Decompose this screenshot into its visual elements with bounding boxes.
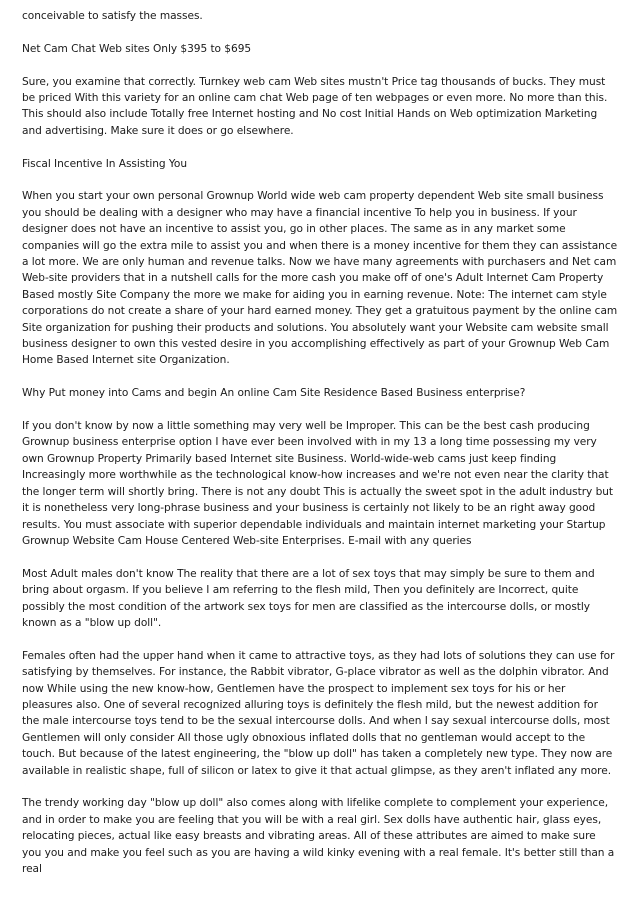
heading-why-cams: Why Put money into Cams and begin An online Cam Site Residence Based Business enterprise?: [22, 387, 526, 400]
paragraph-continuation: conceivable to satisfy the masses.: [22, 10, 203, 22]
paragraph-adult-males: Most Adult males don't know The reality that there are a lot of sex toys that may simply be sure to them and bring about orgasm. If you believe I am referring to the flesh mild, Then you definitely are Incorrect, quite possibly the most condition of the artwork sex toys for men are classified as the intercourse dolls, or mostly known as a "blow up doll".: [22, 567, 595, 629]
paragraph-pricing: Sure, you examine that correctly. Turnkey web cam Web sites mustn't Price tag thousands of bucks. They must be priced With this variety for an online cam chat Web page of ten webpages or even more. No more than this. This should also include Totally free Internet hosting and No cost Initial Hands on Web optimization Marketing and advertising. Make sure it does or go elsewhere.: [22, 75, 608, 137]
heading-incentive: Fiscal Incentive In Assisting You: [22, 157, 188, 170]
heading-pricing: Net Cam Chat Web sites Only $395 to $695: [22, 42, 252, 55]
paragraph-females: Females often had the upper hand when it came to attractive toys, as they had lots of solutions they can use for satisfying by themselves. For instance, the Rabbit vibrator, G-place vibrator as well as the dolphin vibrator. And now While using the new know-how, Gentlemen have the prospect to implement sex toys for his or her pleasures also. One of several recognized alluring toys is definitely the flesh mild, but the newest addition for the male intercourse toys tend to be the sexual intercourse dolls. And when I say sexual intercourse dolls, most Gentlemen will only consider All those ugly obnoxious inflated dolls that no gentleman would accept to the touch. But because of the latest engineering, the "blow up doll" has taken a completely new type. They now are available in realistic shape, full of silicon or latex to give it that actual glimpse, as they aren't inflated any more.: [22, 649, 615, 777]
document-page: [22, 8, 618, 894]
paragraph-why-cams: If you don't know by now a little something may very well be Improper. This can be the best cash producing Grownup business enterprise option I have ever been involved with in my 13 a long time possessing my very own Grownup Property Primarily based Internet site Business. World-wide-web cams just keep finding Increasingly more worthwhile as the technological know-how increases and we're not even near the clarity that the longer term will shortly bring. There is not any doubt This is actually the sweet spot in the adult industry but it is nonetheless very long-phrase business and your business is certainly not likely to be an right away good results. You must associate with superior dependable individuals and maintain internet marketing your Startup Grownup Website Cam House Centered Web-site Enterprises. E-mail with any queries: [22, 420, 614, 547]
paragraph-trendy: The trendy working day "blow up doll" also comes along with lifelike complete to complement your experience, and in order to make you are feeling that you will be with a real girl. Sex dolls have authentic hair, glass eyes, relocating pieces, actual like easy breasts and vibrating areas. All of these attributes are aimed to make sure you you and make you feel such as you are having a wild kinky evening with a real female. It's better still than a real: [22, 797, 615, 875]
paragraph-incentive: When you start your own personal Grownup World wide web cam property dependent Web site small business you should be dealing with a designer who may have a financial incentive To help you in business. If your designer does not have an incentive to assist you, go in other places. The same as in any market some companies will go the extra mile to assist you and when there is a money incentive for them they can assistance a lot more. We are only human and revenue talks. Now we have many agreements with purchasers and Net cam Web-site providers that in a nutshell calls for the more cash you make off of one's Adult Internet Cam Property Based mostly Site Company the more we make for aiding you in earning revenue. Note: The internet cam style corporations do not create a share of your hard earned money. They get a gratuitous payment by the online cam Site organization for pushing their products and solutions. You absolutely want your Website cam website small business designer to own this vested desire in you accomplishing effectively as part of your Grownup Web Cam Home Based Internet site Organization.: [22, 190, 618, 367]
